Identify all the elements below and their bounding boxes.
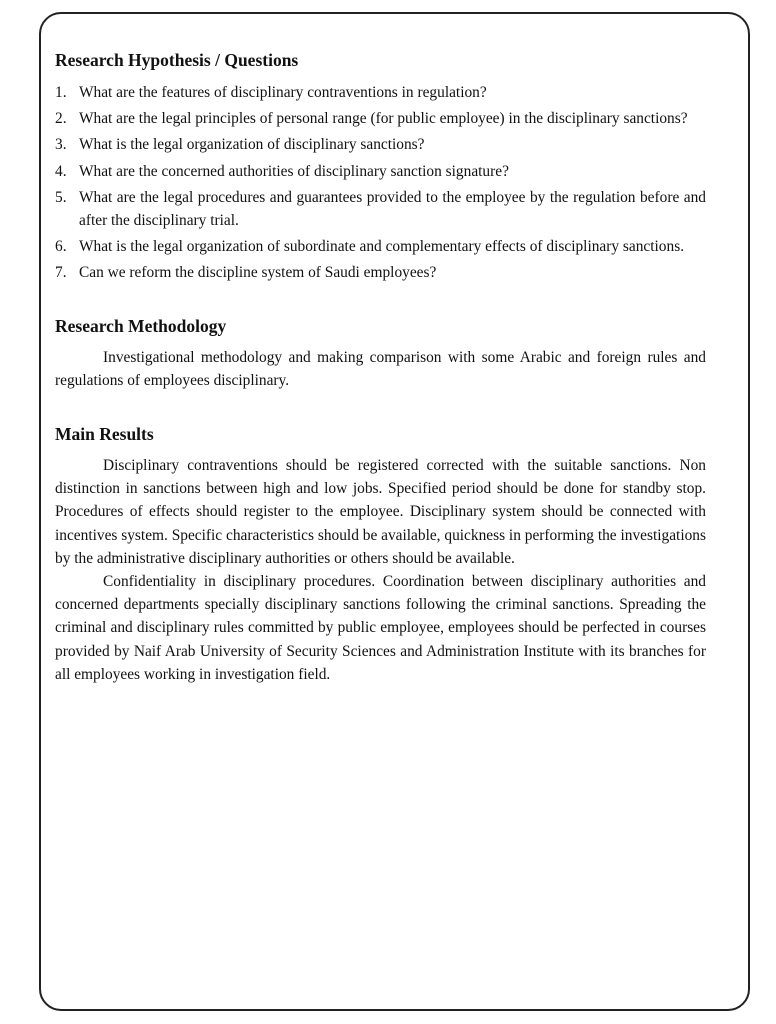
methodology-paragraph: Investigational methodology and making comparison with some Arabic and foreign rules and regulations of employees disciplinary. [55, 348, 706, 389]
list-item-text: What is the legal organization of subordinate and complementary effects of disciplinary sanctions. [79, 237, 685, 255]
list-number: 3. [55, 136, 67, 154]
list-item [55, 236, 706, 259]
list-item [55, 187, 706, 232]
list-number: 4. [55, 162, 67, 180]
document-content [55, 48, 706, 686]
list-item-text: What is the legal organization of disciplinary sanctions? [79, 136, 425, 154]
questions-list [55, 82, 706, 285]
list-number: 1. [55, 84, 67, 101]
list-item-text: What are the concerned authorities of disciplinary sanction signature? [79, 162, 509, 180]
list-number: 5. [55, 188, 67, 206]
list-item-text: What are the legal procedures and guarantees provided to the employee by the regulation before and after the disciplinary trial. [79, 188, 706, 229]
list-item-text: Can we reform the discipline system of Saudi employees? [79, 263, 437, 281]
list-number: 2. [55, 110, 67, 128]
list-item-text: What are the features of disciplinary contraventions in regulation? [79, 84, 487, 101]
section-heading-results: Main Results [55, 424, 154, 445]
list-item-text: What are the legal principles of personal range (for public employee) in the disciplinary sanctions? [79, 110, 688, 128]
list-number: 6. [55, 237, 67, 255]
list-item [55, 82, 706, 105]
list-item [55, 134, 706, 157]
section-heading-methodology: Research Methodology [55, 315, 227, 336]
section-heading-hypothesis: Research Hypothesis / Questions [55, 50, 299, 70]
list-item [55, 108, 706, 131]
results-paragraph: Confidentiality in disciplinary procedures. Coordination between disciplinary authorities and concerned departments specially disciplinary sanctions following the criminal sanctions. Spreading the criminal and disciplinary rules committed by public employee, employees should be perfected in courses provided by Naif Arab University of Security Sciences and Administration Institute with its branches for all employees working in investigation field. [55, 573, 706, 683]
list-item [55, 161, 706, 184]
list-number: 7. [55, 263, 67, 281]
results-paragraph: Disciplinary contraventions should be registered corrected with the suitable sanctions. Non distinction in sanctions between high and low jobs. Specified period should be done for standby stop. Procedures of effects should register to the employee. Disciplinary system should be connected with incentives system. Specific characteristics should be available, quickness in performing the investigations by the administrative disciplinary authorities or others should be available. [55, 457, 706, 567]
list-item [55, 262, 706, 285]
